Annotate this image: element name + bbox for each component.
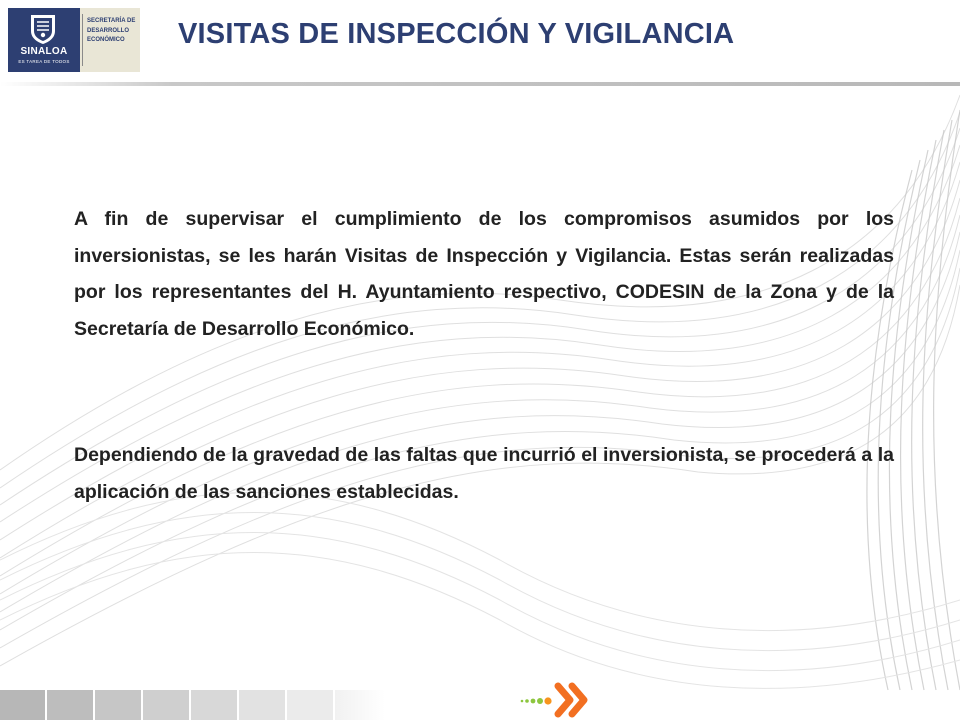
page-title: VISITAS DE INSPECCIÓN Y VIGILANCIA <box>178 18 735 50</box>
logo <box>8 8 140 72</box>
footer-bar-segment <box>191 690 237 720</box>
logo-emblem-panel <box>8 8 80 72</box>
logo-name: SINALOA <box>20 46 68 57</box>
state-seal-icon <box>28 13 58 45</box>
double-chevron-right-icon <box>518 681 598 719</box>
header-divider <box>0 82 960 86</box>
footer-bar-segment <box>239 690 285 720</box>
logo-department <box>87 17 139 46</box>
logo-tagline: ES TAREA DE TODOS <box>18 59 70 64</box>
footer-bar-segment <box>47 690 93 720</box>
logo-divider <box>82 14 83 66</box>
logo-department-line: ECONÓMICO <box>87 37 125 43</box>
logo-department-line: DESARROLLO <box>87 27 129 34</box>
footer-bar-segment <box>0 690 45 720</box>
footer-bar-segment <box>143 690 189 720</box>
body-paragraph: A fin de supervisar el cumplimiento de los compromisos asumidos por los inversionistas, se les harán Visitas de Inspección y Vigilancia. Estas serán realizadas por los representantes del H. Ayuntamiento respectivo, CODESIN de la Zona y de la Secretaría de Desarrollo Económico. <box>74 208 894 340</box>
footer-bar-segment <box>287 690 333 720</box>
logo-department-line: SECRETARÍA DE <box>87 18 136 24</box>
footer-bar-segment <box>335 690 385 720</box>
footer-bar-segment <box>95 690 141 720</box>
footer-bar <box>0 690 387 720</box>
body-paragraph: Dependiendo de la gravedad de las faltas que incurrió el inversionista, se procederá a la aplicación de las sanciones establecidas. <box>74 444 894 503</box>
